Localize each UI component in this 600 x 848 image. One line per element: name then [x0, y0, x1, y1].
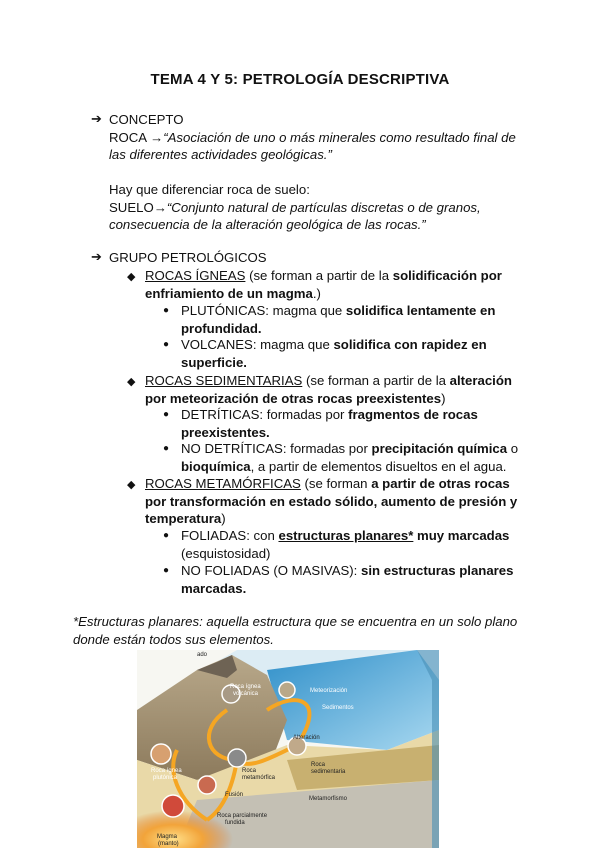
suelo-definition-cont: consecuencia de la alteración geológica de las rocas.”: [109, 217, 426, 232]
label-magma: Magma: [157, 834, 178, 840]
rock-cycle-diagram: [137, 650, 439, 848]
label-roca-ignea-plutonica: Roca ígnea: [151, 768, 182, 774]
foliadas-item: FOLIADAS: con estructuras planares* muy marcadas (esquistosidad): [181, 528, 510, 561]
dot-bullet-icon: ●: [163, 305, 170, 316]
diamond-bullet-icon: ◆: [127, 479, 136, 491]
roca-definition-cont: las diferentes actividades geológicas.”: [109, 147, 332, 162]
label-manto: (manto): [158, 841, 179, 847]
suelo-definition: SUELO→“Conjunto natural de partículas discretas o de granos,: [109, 199, 481, 215]
dot-bullet-icon: ●: [163, 339, 170, 350]
plutonic-rock-sample: [151, 744, 171, 764]
dot-bullet-icon: ●: [163, 443, 170, 454]
label-meteorizacion: Meteorización: [310, 688, 348, 694]
label-ado: ado: [197, 652, 208, 658]
diamond-bullet-icon: ◆: [127, 271, 136, 283]
arrow-bullet-icon: ➔: [91, 111, 102, 126]
diamond-bullet-icon: ◆: [127, 376, 136, 388]
label-roca-parcialmente-fundida-2: fundida: [225, 820, 245, 826]
metamorficas-item: ROCAS METAMÓRFICAS (se forman a partir de otras rocas por transformación en estado sólido, aumento de presión y temperatura): [145, 476, 518, 526]
label-roca-parcialmente-fundida: Roca parcialmente: [217, 813, 268, 819]
label-alteracion: Alteración: [293, 735, 320, 741]
dot-bullet-icon: ●: [163, 565, 170, 576]
label-roca-ignea-volcanica-2: volcánica: [233, 691, 259, 697]
rock-cycle-illustration: [137, 650, 439, 848]
footnote: *Estructuras planares: aquella estructura que se encuentra en un solo plano donde están todos sus elementos.: [73, 614, 518, 647]
dot-bullet-icon: ●: [163, 409, 170, 420]
page-title: TEMA 4 Y 5: PETROLOGÍA DESCRIPTIVA: [150, 71, 450, 88]
plutonicas-item: PLUTÓNICAS: magma que solidifica lentamente en profundidad.: [181, 303, 496, 336]
sedimentarias-item: ROCAS SEDIMENTARIAS (se forman a partir de la alteración por meteorización de otras rocas preexistentes): [145, 373, 512, 406]
label-roca-ignea-plutonica-2: plutónica: [153, 775, 178, 781]
grupos-heading: GRUPO PETROLÓGICOS: [109, 250, 267, 265]
dot-bullet-icon: ●: [163, 530, 170, 541]
section-concepto: [109, 111, 516, 234]
label-roca-metamorfica: Roca: [242, 768, 257, 774]
label-roca-sedimentaria: Roca: [311, 762, 326, 768]
suelo-intro: Hay que diferenciar roca de suelo:: [109, 182, 310, 197]
concepto-heading: CONCEPTO: [109, 112, 184, 127]
label-roca-sedimentaria-2: sedimentaria: [311, 769, 346, 775]
arrow-bullet-icon: ➔: [91, 249, 102, 264]
no-detriticas-item: NO DETRÍTICAS: formadas por precipitación química o bioquímica, a partir de elementos disueltos en el agua.: [181, 441, 519, 474]
roca-definition: ROCA →“Asociación de uno o más minerales como resultado final de: [109, 129, 516, 145]
label-fusion: Fusión: [225, 792, 244, 798]
label-metamorfismo: Metamorfismo: [309, 796, 348, 802]
igneas-item: ROCAS ÍGNEAS (se forman a partir de la solidificación por enfriamiento de un magma.): [145, 268, 502, 301]
label-roca-metamorfica-2: metamórfica: [242, 775, 276, 781]
metamorphic-rock-sample: [228, 749, 246, 767]
detriticas-item: DETRÍTICAS: formadas por fragmentos de rocas preexistentes.: [181, 407, 478, 440]
label-roca-ignea-volcanica: Roca ígnea: [230, 684, 261, 690]
magma-sample: [162, 795, 184, 817]
no-foliadas-item: NO FOLIADAS (O MASIVAS): sin estructuras planares marcadas.: [181, 563, 514, 596]
label-sedimentos: Sedimentos: [322, 705, 354, 711]
volcanes-item: VOLCANES: magma que solidifica con rapidez en superficie.: [181, 337, 487, 370]
